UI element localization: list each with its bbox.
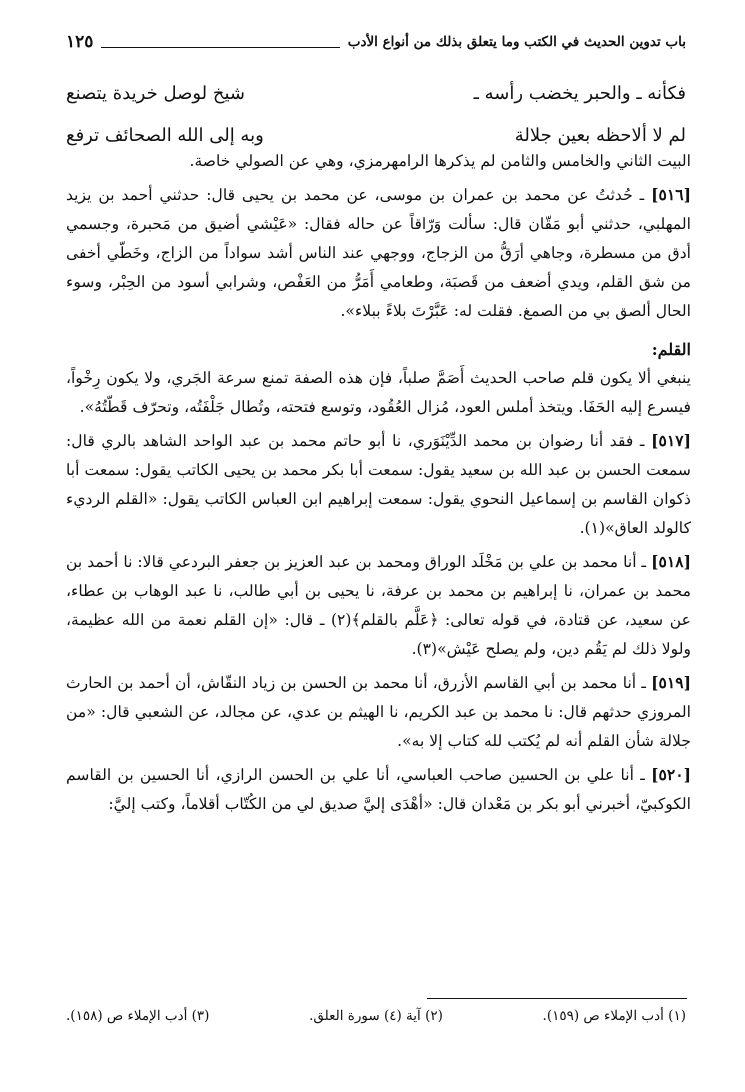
hadith-number: [٥٢٠] [651, 765, 691, 784]
paragraph-516 [66, 180, 691, 326]
poem-hemistich-first: فكأنه ـ والحبر يخضب رأسه ـ [473, 82, 686, 104]
poem-line [66, 72, 686, 114]
footnote-2: (٢) آية (٤) سورة العلق. [309, 1008, 443, 1024]
main-text [66, 147, 691, 819]
paragraph-518 [66, 547, 691, 664]
paragraph-519 [66, 668, 691, 756]
paragraph-text: ـ أنا محمد بن علي بن مَخْلَد الوراق ومحمد بن عبد العزيز بن جعفر البردعي قالا: نا أحمد بن محمد بن عمران، نا إبراهيم بن محمد بن عرفة، نا يحيى بن أبي طالب، نا عبد الوهاب بن عطاء، عن سعيد، عن قتادة، في قوله تعالى: ﴿عَلَّم بالقلم﴾(٢) ـ قال: «إن القلم نعمة من الله عظيمة، ولولا ذلك لم يَقُم دين، ولم يصلح عَيْش»(٣). [66, 553, 691, 658]
paragraph-text: ـ أنا علي بن الحسين صاحب العباسي، أنا علي بن الحسن الرازي، أنا الحسين بن القاسم الكوكبيّ، أخبرني أبو بكر بن مَعْدان قال: «أهْدَى إليَّ صديق لي من الكُتّاب أقلاماً، وكتب إليَّ: [66, 766, 691, 813]
paragraph-text: البيت الثاني والخامس والثامن لم يذكرها الرامهرمزي، وهي عن الصولي خاصة. [189, 152, 691, 170]
paragraph-text: ـ أنا محمد بن أبي القاسم الأزرق، أنا محمد بن الحسن بن زياد النقّاش، أن أحمد بن الحارث المروزي حدثهم قال: نا محمد بن عبد الكريم، نا الهيثم بن عدي، عن مجالد، عن الشعبي قال: «من جلالة شأن القلم أنه لم يُكتب لله كتاب إلا به». [66, 674, 691, 750]
header-title: باب تدوين الحديث في الكتب وما يتعلق بذلك من أنواع الأدب [347, 34, 686, 50]
hadith-number: [٥١٨] [651, 552, 691, 571]
poem-hemistich-second: شيخ لوصل خريدة يتصنع [66, 82, 246, 104]
footnotes [66, 1008, 686, 1024]
footnote-separator [427, 998, 687, 999]
footnote-3: (٣) أدب الإملاء ص (١٥٨). [66, 1008, 210, 1024]
paragraph-517 [66, 426, 691, 543]
page-number: ١٢٥ [66, 32, 94, 52]
running-header [66, 30, 686, 54]
paragraph-text: ـ حُدثتُ عن محمد بن عمران بن موسى، عن محمد بن يحيى قال: حدثني أحمد بن يزيد المهلبي، حدثني أبو مَقّان قال: سألت وَرّاقاً عن حاله فقال: «عَيْشي أضيق من مَحبرة، وجسمي أدق من مسطرة، وجاهي أرَقُّ من الزجاج، ووجهي عند الناس أشد سواداً من الزاج، وخَطّي أخفى من شق القلم، ويدي أضعف من قَصبَة، وطعامي أَمَرُّ من العَفْص، وشرابي أسود من الحِبْر، وسوء الحال ألصق بي من الصمغ. فقلت له: عَبَّرْتَ بلاءً ببلاء». [66, 186, 691, 320]
header-rule [101, 37, 339, 48]
hadith-number: [٥١٦] [651, 185, 691, 204]
hadith-number: [٥١٧] [651, 431, 691, 450]
paragraph [66, 364, 691, 422]
poem-verses [66, 72, 686, 156]
paragraph-text: ـ فقد أنا رضوان بن محمد الدِّيْنَوَري، نا أبو حاتم محمد بن عبد الواحد الشاهد بالري قال: سمعت الحسن بن عبد الله بن سعيد يقول: سمعت أبا بكر محمد بن يحيى الكاتب يقول: سمعت أبا ذكوان القاسم بن إسماعيل النحوي يقول: سمعت إبراهيم ابن العباس الكاتب يقول: «القلم الرديء كالولد العاق»(١). [66, 432, 691, 537]
paragraph-text: ينبغي ألا يكون قلم صاحب الحديث أَصَمَّ صلباً، فإن هذه الصفة تمنع سرعة الجَري، ولا يكون رِخْواً، فيسرع إليه الحَفَا. ويتخذ أملس العود، مُزال العُقُود، وتوسع فتحته، وتُطال جَلْفَتُه، وتحرّف قَطّتُهُ». [66, 369, 691, 416]
poem-hemistich-first: لم لا ألاحظه بعين جلالة [514, 124, 686, 146]
poem-hemistich-second: وبه إلى الله الصحائف ترفع [66, 124, 264, 146]
paragraph-520 [66, 760, 691, 819]
section-heading: القلم: [651, 340, 691, 359]
paragraph [66, 147, 691, 176]
hadith-number: [٥١٩] [651, 673, 691, 692]
footnote-1: (١) أدب الإملاء ص (١٥٩). [542, 1008, 686, 1024]
